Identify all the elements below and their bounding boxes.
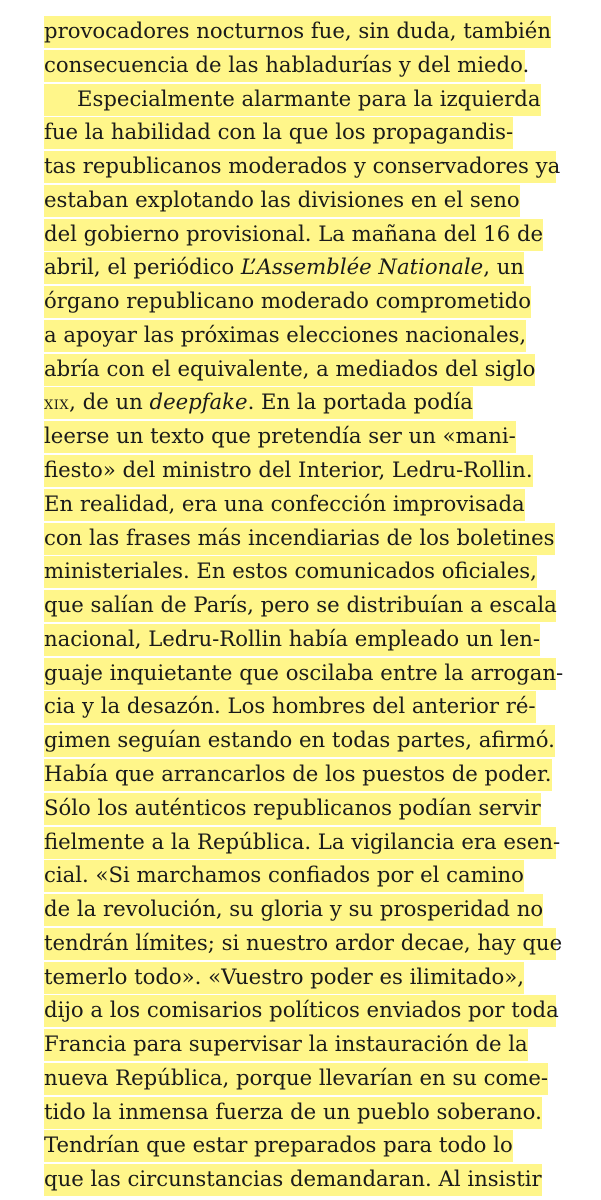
text-line: con las frases más incendiarias de los boletines [44, 521, 555, 555]
text-line: tas republicanos moderados y conservadores ya [44, 149, 560, 183]
text-line: cia y la desazón. Los hombres del anterior ré- [44, 689, 536, 723]
text-line: temerlo todo». «Vuestro poder es ilimitado», [44, 960, 524, 994]
text-line: provocadores nocturnos fue, sin duda, también [44, 14, 551, 48]
text-line: leerse un texto que pretendía ser un «mani- [44, 419, 516, 453]
text-line: fue la habilidad con la que los propagandis- [44, 115, 513, 149]
text-line: gimen seguían estando en todas partes, afirmó. [44, 723, 555, 757]
text-line: dijo a los comisarios políticos enviados por toda [44, 993, 559, 1027]
text-line: Sólo los auténticos republicanos podían servir [44, 791, 541, 825]
text-line: En realidad, era una confección improvisada [44, 487, 525, 521]
text-line: fielmente a la República. La vigilancia era esen- [44, 825, 560, 859]
text-line: ministeriales. En estos comunicados oficiales, [44, 554, 537, 588]
text-line: cial. «Si marchamos confiados por el camino [44, 858, 524, 892]
text-line: xix, de un deepfake. En la portada podía [44, 385, 473, 419]
text-line: consecuencia de las habladurías y del miedo. [44, 48, 529, 82]
text-line: del gobierno provisional. La mañana del 16 de [44, 217, 543, 251]
text-line: Tendrían que estar preparados para todo lo [44, 1128, 513, 1162]
text-line: abril, el periódico L’Assemblée Nationale, un [44, 250, 524, 284]
text-line: Francia para supervisar la instauración de la [44, 1027, 528, 1061]
text-line: tido la inmensa fuerza de un pueblo soberano. [44, 1095, 542, 1129]
text-line: guaje inquietante que oscilaba entre la arrogan- [44, 656, 563, 690]
text-line: a apoyar las próximas elecciones nacionales, [44, 318, 526, 352]
text-line: nacional, Ledru-Rollin había empleado un len- [44, 622, 540, 656]
text-line-indent: Especialmente alarmante para la izquierda [44, 82, 541, 116]
text-line: que las circunstancias demandaran. Al insistir [44, 1162, 542, 1196]
text-line: órgano republicano moderado comprometido [44, 284, 531, 318]
text-line: abría con el equivalente, a mediados del siglo [44, 352, 535, 386]
text-line: nueva República, porque llevarían en su come- [44, 1061, 548, 1095]
text-line: estaban explotando las divisiones en el seno [44, 183, 520, 217]
text-line: tendrán límites; si nuestro ardor decae, hay que [44, 926, 562, 960]
text-line: de la revolución, su gloria y su prosperidad no [44, 892, 543, 926]
text-line: que salían de París, pero se distribuían a escala [44, 588, 557, 622]
text-line: fiesto» del ministro del Interior, Ledru-Rollin. [44, 453, 533, 487]
text-line: Había que arrancarlos de los puestos de poder. [44, 757, 552, 791]
